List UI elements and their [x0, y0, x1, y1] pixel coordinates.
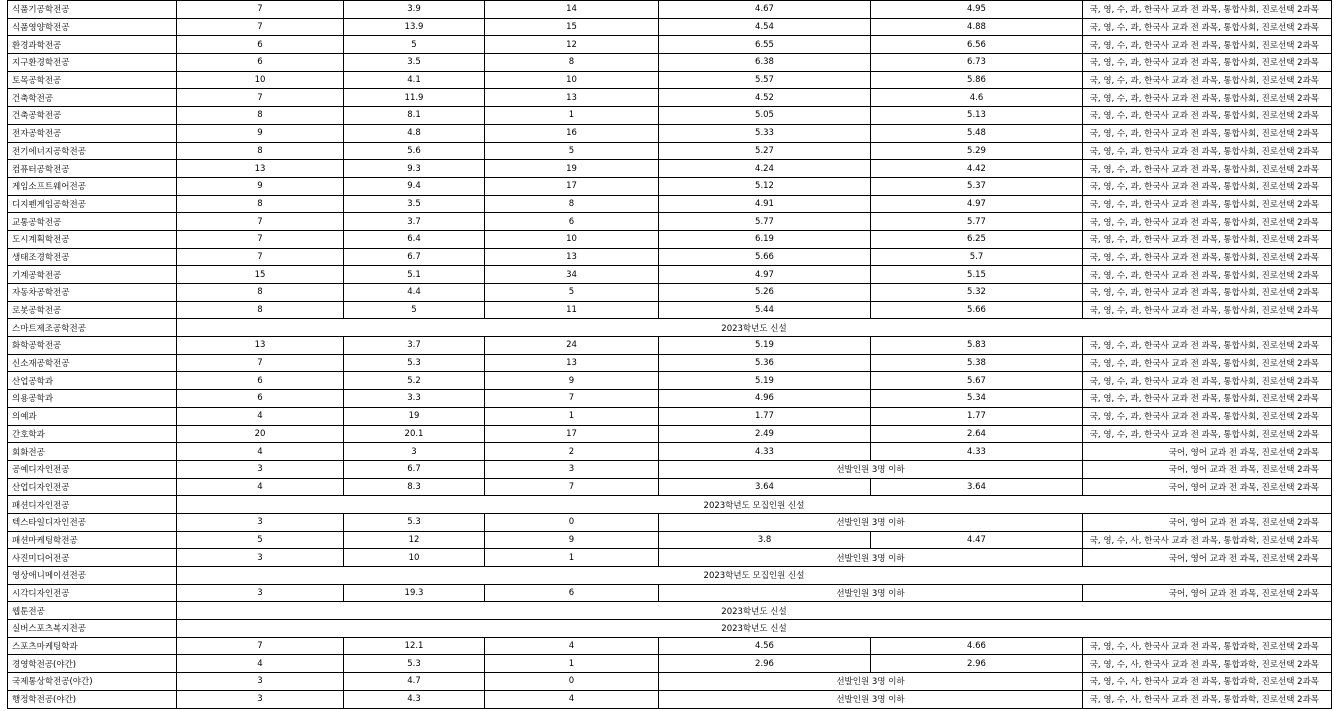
- grade-avg-cell: 5.33: [659, 124, 871, 142]
- grade-avg-cell: 4.96: [659, 390, 871, 408]
- grade-undisclosed-cell: 선발인원 3명 이하: [659, 460, 1083, 478]
- department-name-cell: 전자공학전공: [8, 124, 177, 142]
- competition-rate-cell: 5.3: [344, 354, 485, 372]
- quota-cell: 3: [177, 690, 344, 708]
- grade-avg-cell: 5.77: [659, 213, 871, 231]
- department-name-cell: 건축공학전공: [8, 107, 177, 125]
- grade-cutoff-cell: 6.73: [871, 54, 1083, 72]
- department-name-cell: 식품기공학전공: [8, 1, 177, 19]
- reflected-subjects-cell: 국어, 영어 교과 전 과목, 진로선택 2과목: [1083, 478, 1332, 496]
- grade-avg-cell: 5.26: [659, 284, 871, 302]
- department-name-cell: 식품영양학전공: [8, 18, 177, 36]
- table-row: [8, 602, 1332, 620]
- department-name-cell: 패션디자인전공: [8, 496, 177, 514]
- department-name-cell: 로봇공학전공: [8, 301, 177, 319]
- reflected-subjects-cell: 국, 영, 수, 과, 한국사 교과 전 과목, 통합사회, 진로선택 2과목: [1083, 407, 1332, 425]
- quota-cell: 3: [177, 673, 344, 691]
- quota-cell: 6: [177, 54, 344, 72]
- quota-cell: 3: [177, 460, 344, 478]
- competition-rate-cell: 5.1: [344, 266, 485, 284]
- reserve-rank-cell: 7: [485, 478, 659, 496]
- reflected-subjects-cell: 국, 영, 수, 과, 한국사 교과 전 과목, 통합사회, 진로선택 2과목: [1083, 1, 1332, 19]
- grade-cutoff-cell: 5.15: [871, 266, 1083, 284]
- competition-rate-cell: 3.7: [344, 213, 485, 231]
- quota-cell: 3: [177, 513, 344, 531]
- reserve-rank-cell: 34: [485, 266, 659, 284]
- reserve-rank-cell: 13: [485, 248, 659, 266]
- table-row: [8, 195, 1332, 213]
- department-name-cell: 의예과: [8, 407, 177, 425]
- reflected-subjects-cell: 국, 영, 수, 사, 한국사 교과 전 과목, 통합과학, 진로선택 2과목: [1083, 531, 1332, 549]
- reflected-subjects-cell: 국, 영, 수, 과, 한국사 교과 전 과목, 통합사회, 진로선택 2과목: [1083, 18, 1332, 36]
- reserve-rank-cell: 13: [485, 89, 659, 107]
- reflected-subjects-cell: 국어, 영어 교과 전 과목, 진로선택 2과목: [1083, 549, 1332, 567]
- grade-avg-cell: 4.91: [659, 195, 871, 213]
- reserve-rank-cell: 24: [485, 337, 659, 355]
- quota-cell: 8: [177, 284, 344, 302]
- table-row: [8, 690, 1332, 708]
- table-row: [8, 620, 1332, 638]
- reserve-rank-cell: 6: [485, 213, 659, 231]
- competition-rate-cell: 11.9: [344, 89, 485, 107]
- grade-undisclosed-cell: 선발인원 3명 이하: [659, 513, 1083, 531]
- grade-avg-cell: 4.24: [659, 160, 871, 178]
- department-name-cell: 기계공학전공: [8, 266, 177, 284]
- competition-rate-cell: 9.4: [344, 177, 485, 195]
- reserve-rank-cell: 4: [485, 690, 659, 708]
- grade-avg-cell: 5.36: [659, 354, 871, 372]
- quota-cell: 7: [177, 18, 344, 36]
- grade-avg-cell: 5.19: [659, 337, 871, 355]
- reserve-rank-cell: 0: [485, 673, 659, 691]
- competition-rate-cell: 3.9: [344, 1, 485, 19]
- department-name-cell: 토목공학전공: [8, 71, 177, 89]
- department-name-cell: 도시계획학전공: [8, 230, 177, 248]
- grade-avg-cell: 5.12: [659, 177, 871, 195]
- grade-avg-cell: 4.97: [659, 266, 871, 284]
- grade-cutoff-cell: 1.77: [871, 407, 1083, 425]
- department-name-cell: 웹툰전공: [8, 602, 177, 620]
- grade-cutoff-cell: 4.95: [871, 1, 1083, 19]
- reserve-rank-cell: 7: [485, 390, 659, 408]
- department-name-cell: 산업디자인전공: [8, 478, 177, 496]
- table-row: [8, 443, 1332, 461]
- grade-undisclosed-cell: 선발인원 3명 이하: [659, 690, 1083, 708]
- competition-rate-cell: 5.2: [344, 372, 485, 390]
- table-row: [8, 513, 1332, 531]
- admission-results-table: [7, 0, 1332, 709]
- competition-rate-cell: 6.7: [344, 248, 485, 266]
- table-row: [8, 124, 1332, 142]
- quota-cell: 15: [177, 266, 344, 284]
- department-name-cell: 텍스타일디자인전공: [8, 513, 177, 531]
- competition-rate-cell: 5.3: [344, 655, 485, 673]
- grade-avg-cell: 5.66: [659, 248, 871, 266]
- competition-rate-cell: 13.9: [344, 18, 485, 36]
- table-row: [8, 407, 1332, 425]
- table-row: [8, 496, 1332, 514]
- grade-cutoff-cell: 6.25: [871, 230, 1083, 248]
- reserve-rank-cell: 19: [485, 160, 659, 178]
- table-row: [8, 637, 1332, 655]
- competition-rate-cell: 19.3: [344, 584, 485, 602]
- quota-cell: 10: [177, 71, 344, 89]
- table-row: [8, 319, 1332, 337]
- grade-avg-cell: 4.52: [659, 89, 871, 107]
- competition-rate-cell: 20.1: [344, 425, 485, 443]
- grade-avg-cell: 5.05: [659, 107, 871, 125]
- quota-cell: 4: [177, 478, 344, 496]
- grade-avg-cell: 2.96: [659, 655, 871, 673]
- grade-cutoff-cell: 5.37: [871, 177, 1083, 195]
- table-row: [8, 107, 1332, 125]
- reflected-subjects-cell: 국, 영, 수, 과, 한국사 교과 전 과목, 통합사회, 진로선택 2과목: [1083, 248, 1332, 266]
- table-row: [8, 54, 1332, 72]
- department-name-cell: 간호학과: [8, 425, 177, 443]
- quota-cell: 4: [177, 407, 344, 425]
- grade-undisclosed-cell: 선발인원 3명 이하: [659, 549, 1083, 567]
- quota-cell: 8: [177, 107, 344, 125]
- department-name-cell: 영상애니메이션전공: [8, 567, 177, 585]
- table-row: [8, 390, 1332, 408]
- reserve-rank-cell: 15: [485, 18, 659, 36]
- reserve-rank-cell: 14: [485, 1, 659, 19]
- quota-cell: 6: [177, 36, 344, 54]
- quota-cell: 8: [177, 142, 344, 160]
- competition-rate-cell: 5.6: [344, 142, 485, 160]
- reflected-subjects-cell: 국어, 영어 교과 전 과목, 진로선택 2과목: [1083, 584, 1332, 602]
- grade-avg-cell: 4.54: [659, 18, 871, 36]
- table-row: [8, 248, 1332, 266]
- grade-avg-cell: 3.64: [659, 478, 871, 496]
- reflected-subjects-cell: 국, 영, 수, 과, 한국사 교과 전 과목, 통합사회, 진로선택 2과목: [1083, 230, 1332, 248]
- reserve-rank-cell: 10: [485, 230, 659, 248]
- status-note-cell: 2023학년도 모집인원 신설: [177, 496, 1332, 514]
- quota-cell: 3: [177, 549, 344, 567]
- reserve-rank-cell: 0: [485, 513, 659, 531]
- competition-rate-cell: 4.1: [344, 71, 485, 89]
- department-name-cell: 전기에너지공학전공: [8, 142, 177, 160]
- reflected-subjects-cell: 국, 영, 수, 과, 한국사 교과 전 과목, 통합사회, 진로선택 2과목: [1083, 36, 1332, 54]
- reserve-rank-cell: 1: [485, 407, 659, 425]
- department-name-cell: 스마트제조공학전공: [8, 319, 177, 337]
- status-note-cell: 2023학년도 모집인원 신설: [177, 567, 1332, 585]
- reflected-subjects-cell: 국, 영, 수, 사, 한국사 교과 전 과목, 통합과학, 진로선택 2과목: [1083, 637, 1332, 655]
- admission-table-container: [7, 0, 1332, 709]
- grade-cutoff-cell: 5.34: [871, 390, 1083, 408]
- reflected-subjects-cell: 국, 영, 수, 과, 한국사 교과 전 과목, 통합사회, 진로선택 2과목: [1083, 425, 1332, 443]
- competition-rate-cell: 4.8: [344, 124, 485, 142]
- competition-rate-cell: 8.1: [344, 107, 485, 125]
- grade-avg-cell: 5.44: [659, 301, 871, 319]
- quota-cell: 7: [177, 354, 344, 372]
- reflected-subjects-cell: 국, 영, 수, 과, 한국사 교과 전 과목, 통합사회, 진로선택 2과목: [1083, 54, 1332, 72]
- quota-cell: 7: [177, 248, 344, 266]
- competition-rate-cell: 10: [344, 549, 485, 567]
- grade-cutoff-cell: 5.29: [871, 142, 1083, 160]
- table-row: [8, 337, 1332, 355]
- department-name-cell: 화학공학전공: [8, 337, 177, 355]
- quota-cell: 7: [177, 637, 344, 655]
- grade-cutoff-cell: 5.66: [871, 301, 1083, 319]
- grade-cutoff-cell: 4.88: [871, 18, 1083, 36]
- status-note-cell: 2023학년도 신설: [177, 602, 1332, 620]
- grade-avg-cell: 4.56: [659, 637, 871, 655]
- department-name-cell: 환경과학전공: [8, 36, 177, 54]
- competition-rate-cell: 6.7: [344, 460, 485, 478]
- reserve-rank-cell: 16: [485, 124, 659, 142]
- reflected-subjects-cell: 국어, 영어 교과 전 과목, 진로선택 2과목: [1083, 460, 1332, 478]
- department-name-cell: 생태조경학전공: [8, 248, 177, 266]
- grade-cutoff-cell: 5.48: [871, 124, 1083, 142]
- grade-avg-cell: 6.55: [659, 36, 871, 54]
- reserve-rank-cell: 17: [485, 425, 659, 443]
- reflected-subjects-cell: 국, 영, 수, 과, 한국사 교과 전 과목, 통합사회, 진로선택 2과목: [1083, 284, 1332, 302]
- grade-undisclosed-cell: 선발인원 3명 이하: [659, 673, 1083, 691]
- department-name-cell: 신소재공학전공: [8, 354, 177, 372]
- table-row: [8, 177, 1332, 195]
- competition-rate-cell: 12.1: [344, 637, 485, 655]
- reflected-subjects-cell: 국, 영, 수, 과, 한국사 교과 전 과목, 통합사회, 진로선택 2과목: [1083, 107, 1332, 125]
- grade-undisclosed-cell: 선발인원 3명 이하: [659, 584, 1083, 602]
- reflected-subjects-cell: 국, 영, 수, 과, 한국사 교과 전 과목, 통합사회, 진로선택 2과목: [1083, 337, 1332, 355]
- grade-cutoff-cell: 2.96: [871, 655, 1083, 673]
- grade-avg-cell: 5.27: [659, 142, 871, 160]
- reserve-rank-cell: 1: [485, 655, 659, 673]
- table-row: [8, 18, 1332, 36]
- table-row: [8, 425, 1332, 443]
- table-row: [8, 284, 1332, 302]
- status-note-cell: 2023학년도 신설: [177, 319, 1332, 337]
- reflected-subjects-cell: 국, 영, 수, 과, 한국사 교과 전 과목, 통합사회, 진로선택 2과목: [1083, 301, 1332, 319]
- competition-rate-cell: 4.4: [344, 284, 485, 302]
- quota-cell: 7: [177, 230, 344, 248]
- grade-cutoff-cell: 4.66: [871, 637, 1083, 655]
- competition-rate-cell: 5: [344, 36, 485, 54]
- reflected-subjects-cell: 국, 영, 수, 과, 한국사 교과 전 과목, 통합사회, 진로선택 2과목: [1083, 266, 1332, 284]
- grade-cutoff-cell: 4.33: [871, 443, 1083, 461]
- reserve-rank-cell: 9: [485, 372, 659, 390]
- grade-cutoff-cell: 5.86: [871, 71, 1083, 89]
- grade-cutoff-cell: 5.83: [871, 337, 1083, 355]
- reserve-rank-cell: 13: [485, 354, 659, 372]
- quota-cell: 5: [177, 531, 344, 549]
- table-row: [8, 584, 1332, 602]
- department-name-cell: 지구환경학전공: [8, 54, 177, 72]
- grade-avg-cell: 1.77: [659, 407, 871, 425]
- table-row: [8, 673, 1332, 691]
- reserve-rank-cell: 10: [485, 71, 659, 89]
- reserve-rank-cell: 8: [485, 54, 659, 72]
- grade-avg-cell: 6.38: [659, 54, 871, 72]
- quota-cell: 7: [177, 89, 344, 107]
- quota-cell: 4: [177, 443, 344, 461]
- competition-rate-cell: 4.7: [344, 673, 485, 691]
- reflected-subjects-cell: 국, 영, 수, 과, 한국사 교과 전 과목, 통합사회, 진로선택 2과목: [1083, 354, 1332, 372]
- status-note-cell: 2023학년도 신설: [177, 620, 1332, 638]
- table-row: [8, 478, 1332, 496]
- competition-rate-cell: 6.4: [344, 230, 485, 248]
- table-row: [8, 1, 1332, 19]
- competition-rate-cell: 4.3: [344, 690, 485, 708]
- department-name-cell: 회화전공: [8, 443, 177, 461]
- reserve-rank-cell: 11: [485, 301, 659, 319]
- reflected-subjects-cell: 국, 영, 수, 사, 한국사 교과 전 과목, 통합과학, 진로선택 2과목: [1083, 673, 1332, 691]
- competition-rate-cell: 19: [344, 407, 485, 425]
- department-name-cell: 디지펜게임공학전공: [8, 195, 177, 213]
- table-row: [8, 531, 1332, 549]
- department-name-cell: 실버스포츠복지전공: [8, 620, 177, 638]
- quota-cell: 4: [177, 655, 344, 673]
- department-name-cell: 의용공학과: [8, 390, 177, 408]
- department-name-cell: 패션마케팅학전공: [8, 531, 177, 549]
- quota-cell: 8: [177, 195, 344, 213]
- competition-rate-cell: 3: [344, 443, 485, 461]
- reflected-subjects-cell: 국, 영, 수, 사, 한국사 교과 전 과목, 통합과학, 진로선택 2과목: [1083, 690, 1332, 708]
- competition-rate-cell: 9.3: [344, 160, 485, 178]
- reflected-subjects-cell: 국, 영, 수, 과, 한국사 교과 전 과목, 통합사회, 진로선택 2과목: [1083, 372, 1332, 390]
- quota-cell: 3: [177, 584, 344, 602]
- reserve-rank-cell: 5: [485, 142, 659, 160]
- department-name-cell: 공예디자인전공: [8, 460, 177, 478]
- reflected-subjects-cell: 국, 영, 수, 과, 한국사 교과 전 과목, 통합사회, 진로선택 2과목: [1083, 195, 1332, 213]
- table-row: [8, 354, 1332, 372]
- grade-avg-cell: 5.19: [659, 372, 871, 390]
- reflected-subjects-cell: 국, 영, 수, 사, 한국사 교과 전 과목, 통합과학, 진로선택 2과목: [1083, 655, 1332, 673]
- reserve-rank-cell: 3: [485, 460, 659, 478]
- grade-cutoff-cell: 4.47: [871, 531, 1083, 549]
- grade-cutoff-cell: 4.42: [871, 160, 1083, 178]
- table-row: [8, 213, 1332, 231]
- grade-cutoff-cell: 5.13: [871, 107, 1083, 125]
- quota-cell: 6: [177, 372, 344, 390]
- reserve-rank-cell: 1: [485, 107, 659, 125]
- reflected-subjects-cell: 국, 영, 수, 과, 한국사 교과 전 과목, 통합사회, 진로선택 2과목: [1083, 124, 1332, 142]
- competition-rate-cell: 3.5: [344, 54, 485, 72]
- department-name-cell: 게임소프트웨어전공: [8, 177, 177, 195]
- table-row: [8, 71, 1332, 89]
- table-row: [8, 372, 1332, 390]
- grade-cutoff-cell: 5.7: [871, 248, 1083, 266]
- competition-rate-cell: 12: [344, 531, 485, 549]
- reflected-subjects-cell: 국, 영, 수, 과, 한국사 교과 전 과목, 통합사회, 진로선택 2과목: [1083, 213, 1332, 231]
- department-name-cell: 산업공학과: [8, 372, 177, 390]
- table-row: [8, 142, 1332, 160]
- table-row: [8, 301, 1332, 319]
- grade-avg-cell: 2.49: [659, 425, 871, 443]
- grade-cutoff-cell: 4.97: [871, 195, 1083, 213]
- grade-avg-cell: 5.57: [659, 71, 871, 89]
- department-name-cell: 국제통상학전공(야간): [8, 673, 177, 691]
- table-row: [8, 160, 1332, 178]
- grade-cutoff-cell: 6.56: [871, 36, 1083, 54]
- reflected-subjects-cell: 국, 영, 수, 과, 한국사 교과 전 과목, 통합사회, 진로선택 2과목: [1083, 390, 1332, 408]
- grade-cutoff-cell: 5.32: [871, 284, 1083, 302]
- reserve-rank-cell: 6: [485, 584, 659, 602]
- quota-cell: 8: [177, 301, 344, 319]
- quota-cell: 7: [177, 213, 344, 231]
- reserve-rank-cell: 9: [485, 531, 659, 549]
- department-name-cell: 사진미디어전공: [8, 549, 177, 567]
- department-name-cell: 자동차공학전공: [8, 284, 177, 302]
- competition-rate-cell: 3.3: [344, 390, 485, 408]
- reserve-rank-cell: 4: [485, 637, 659, 655]
- grade-avg-cell: 6.19: [659, 230, 871, 248]
- reserve-rank-cell: 1: [485, 549, 659, 567]
- reserve-rank-cell: 12: [485, 36, 659, 54]
- grade-cutoff-cell: 5.67: [871, 372, 1083, 390]
- competition-rate-cell: 8.3: [344, 478, 485, 496]
- reflected-subjects-cell: 국어, 영어 교과 전 과목, 진로선택 2과목: [1083, 513, 1332, 531]
- reflected-subjects-cell: 국, 영, 수, 과, 한국사 교과 전 과목, 통합사회, 진로선택 2과목: [1083, 177, 1332, 195]
- quota-cell: 7: [177, 1, 344, 19]
- department-name-cell: 시각디자인전공: [8, 584, 177, 602]
- grade-cutoff-cell: 5.38: [871, 354, 1083, 372]
- reflected-subjects-cell: 국, 영, 수, 과, 한국사 교과 전 과목, 통합사회, 진로선택 2과목: [1083, 160, 1332, 178]
- table-row: [8, 460, 1332, 478]
- table-body: [8, 1, 1332, 709]
- quota-cell: 13: [177, 160, 344, 178]
- competition-rate-cell: 3.7: [344, 337, 485, 355]
- competition-rate-cell: 5.3: [344, 513, 485, 531]
- reflected-subjects-cell: 국어, 영어 교과 전 과목, 진로선택 2과목: [1083, 443, 1332, 461]
- reserve-rank-cell: 8: [485, 195, 659, 213]
- grade-avg-cell: 3.8: [659, 531, 871, 549]
- reserve-rank-cell: 2: [485, 443, 659, 461]
- table-row: [8, 36, 1332, 54]
- grade-cutoff-cell: 3.64: [871, 478, 1083, 496]
- reflected-subjects-cell: 국, 영, 수, 과, 한국사 교과 전 과목, 통합사회, 진로선택 2과목: [1083, 71, 1332, 89]
- quota-cell: 6: [177, 390, 344, 408]
- quota-cell: 13: [177, 337, 344, 355]
- department-name-cell: 건축학전공: [8, 89, 177, 107]
- reflected-subjects-cell: 국, 영, 수, 과, 한국사 교과 전 과목, 통합사회, 진로선택 2과목: [1083, 142, 1332, 160]
- department-name-cell: 컴퓨터공학전공: [8, 160, 177, 178]
- competition-rate-cell: 3.5: [344, 195, 485, 213]
- table-row: [8, 266, 1332, 284]
- reserve-rank-cell: 17: [485, 177, 659, 195]
- table-row: [8, 567, 1332, 585]
- department-name-cell: 교통공학전공: [8, 213, 177, 231]
- table-row: [8, 549, 1332, 567]
- department-name-cell: 행정학전공(야간): [8, 690, 177, 708]
- reserve-rank-cell: 5: [485, 284, 659, 302]
- quota-cell: 20: [177, 425, 344, 443]
- department-name-cell: 경영학전공(야간): [8, 655, 177, 673]
- quota-cell: 9: [177, 177, 344, 195]
- reflected-subjects-cell: 국, 영, 수, 과, 한국사 교과 전 과목, 통합사회, 진로선택 2과목: [1083, 89, 1332, 107]
- grade-avg-cell: 4.33: [659, 443, 871, 461]
- table-row: [8, 89, 1332, 107]
- grade-cutoff-cell: 2.64: [871, 425, 1083, 443]
- quota-cell: 9: [177, 124, 344, 142]
- competition-rate-cell: 5: [344, 301, 485, 319]
- department-name-cell: 스포츠마케팅학과: [8, 637, 177, 655]
- grade-avg-cell: 4.67: [659, 1, 871, 19]
- table-row: [8, 230, 1332, 248]
- grade-cutoff-cell: 4.6: [871, 89, 1083, 107]
- grade-cutoff-cell: 5.77: [871, 213, 1083, 231]
- table-row: [8, 655, 1332, 673]
